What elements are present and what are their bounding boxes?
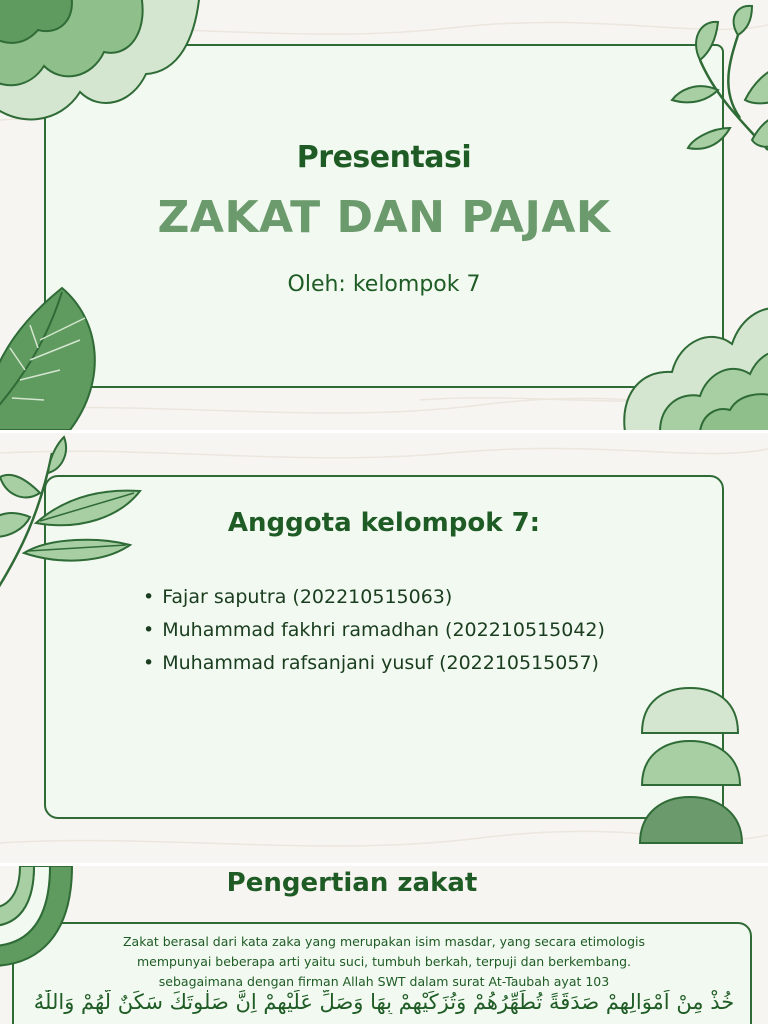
- slide-3: [0, 866, 768, 1024]
- paragraph-line: Zakat berasal dari kata zaka yang merupakan isim masdar, yang secara etimologis: [122, 934, 646, 949]
- slide-1: [0, 0, 768, 430]
- members-title: Anggota kelompok 7:: [227, 508, 541, 538]
- presentation-subtitle: Oleh: kelompok 7: [287, 272, 481, 297]
- presentation-heading: ZAKAT DAN PAJAK: [157, 192, 611, 243]
- paragraph-line: sebagaimana dengan firman Allah SWT dalam surat At-Taubah ayat 103: [158, 974, 610, 989]
- presentation-label: Presentasi: [296, 140, 472, 175]
- arabic-verse: خُذْ مِنْ اَمْوَالِهِمْ صَدَقَةً تُطَهِّرُهُمْ وَتُزَكِّيْهِمْ بِهَا وَصَلِّ عَلَيْهِمْ اِنَّ صَلٰوتَكَ سَكَنٌ لَّهُمْ وَاللّٰهُ: [33, 990, 735, 1014]
- list-item: • Muhammad rafsanjani yusuf (202210515057): [143, 647, 605, 680]
- paragraph-line: mempunyai beberapa arti yaitu suci, tumbuh berkah, terpuji dan berkembang.: [136, 954, 632, 969]
- definition-title: Pengertian zakat: [226, 868, 478, 898]
- list-item: • Fajar saputra (202210515063): [143, 581, 605, 614]
- definition-text: [40, 932, 728, 992]
- list-item: • Muhammad fakhri ramadhan (202210515042): [143, 614, 605, 647]
- slide-2: [0, 433, 768, 863]
- members-list: [143, 581, 605, 680]
